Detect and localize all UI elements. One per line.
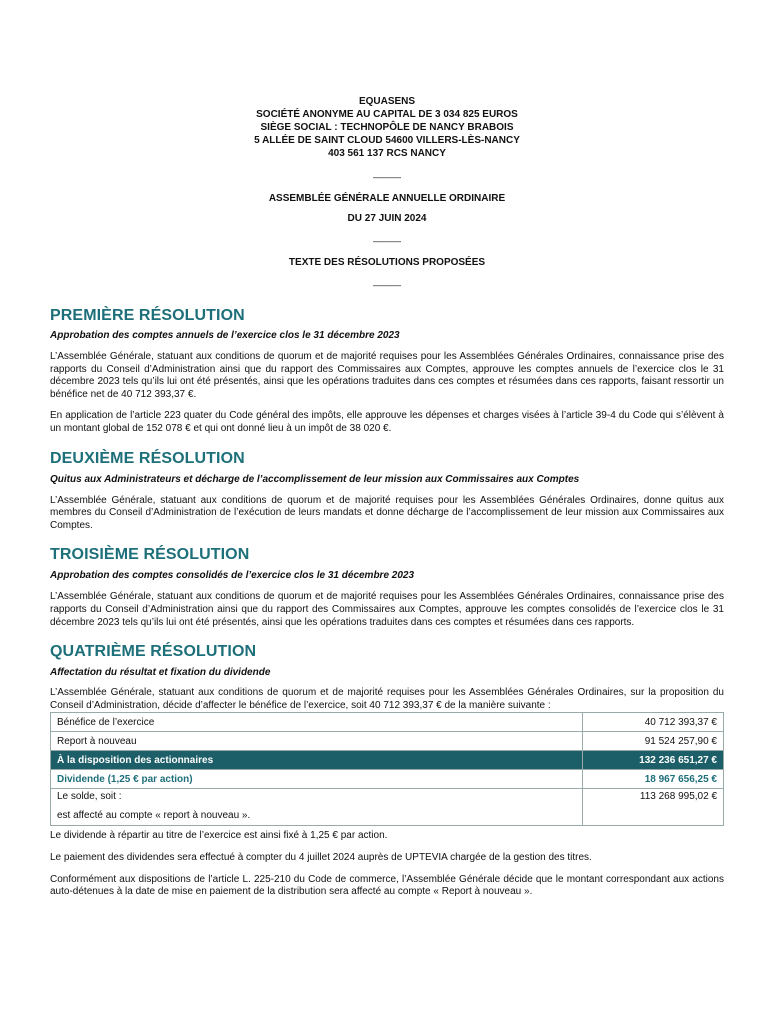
resolution-paragraph: Conformément aux dispositions de l’article L. 225-210 du Code de commerce, l’Assemblée Générale décide que le montant correspondant aux actions auto-détenues à la date de mise en paiement de la distribution sera affecté au compte « Report à nouveau ». [50, 873, 724, 898]
company-seat: SIÈGE SOCIAL : TECHNOPÔLE DE NANCY BRABOIS [260, 122, 514, 133]
resolution-paragraph: Le dividende à répartir au titre de l’exercice est ainsi fixé à 1,25 € par action. [50, 830, 388, 842]
solde-label: Le solde, soit : [57, 791, 122, 803]
table-row-dividend [51, 770, 724, 789]
resolution-paragraph: L’Assemblée Générale, statuant aux conditions de quorum et de majorité requises pour les Assemblées Générales Ordinaires, connaissance prise des rapports du Conseil d’Administration ainsi que du rapport des Commissaires aux Comptes, approuve les comptes consolidés de l’exercice clos le 31 décembre 2023 tels qu’ils lui ont été présentés, ainsi que les opérations traduites dans ces comptes et résumées dans ces rapports. [50, 591, 724, 628]
resolution-subtitle: Approbation des comptes consolidés de l’exercice clos le 31 décembre 2023 [50, 570, 415, 582]
row-label: Report à nouveau [51, 732, 583, 751]
company-rcs: 403 561 137 RCS NANCY [328, 148, 446, 159]
resolution-title: DEUXIÈME RÉSOLUTION [50, 449, 245, 467]
row-label: Dividende (1,25 € par action) [51, 770, 583, 789]
resolution-title: PREMIÈRE RÉSOLUTION [50, 307, 245, 324]
resolution-paragraph: L’Assemblée Générale, statuant aux conditions de quorum et de majorité requises pour les Assemblées Générales Ordinaires, sur la proposition du Conseil d’Administration, décide d’affecter le bénéfice de l’exercice, soit 40 712 393,37 € de la manière suivante : [50, 687, 724, 711]
document-header [50, 95, 724, 160]
resolution-title: TROISIÈME RÉSOLUTION [50, 546, 250, 564]
solde-sub: est affecté au compte « report à nouveau ». [57, 810, 251, 822]
table-row-solde [51, 789, 724, 826]
separator: _____ [373, 168, 401, 179]
row-value: 40 712 393,37 € [583, 713, 724, 732]
separator: _____ [373, 276, 401, 287]
row-value: 132 236 651,27 € [583, 751, 724, 770]
allocation-table [50, 712, 724, 826]
resolutions-heading: TEXTE DES RÉSOLUTIONS PROPOSÉES [288, 257, 486, 268]
resolution-1 [50, 307, 724, 436]
resolution-paragraph: Le paiement des dividendes sera effectué à compter du 4 juillet 2024 auprès de UPTEVIA chargée de la gestion des titres. [50, 851, 592, 863]
company-name: EQUASENS [358, 96, 416, 107]
resolution-3 [50, 546, 724, 629]
company-capital: SOCIÉTÉ ANONYME AU CAPITAL DE 3 034 825 EUROS [256, 109, 518, 120]
table-row [51, 732, 724, 751]
row-label: Bénéfice de l’exercice [51, 713, 583, 732]
assembly-date: DU 27 JUIN 2024 [347, 213, 427, 224]
table-row-highlight [51, 751, 724, 770]
document-page [50, 0, 724, 899]
row-label [51, 789, 583, 826]
resolution-4 [50, 643, 724, 899]
separator: _____ [373, 232, 401, 243]
row-value: 113 268 995,02 € [583, 789, 724, 826]
resolution-subtitle: Quitus aux Administrateurs et décharge de l’accomplissement de leur mission aux Commissaires aux Comptes [50, 473, 580, 485]
resolution-title: QUATRIÈME RÉSOLUTION [50, 643, 257, 661]
resolution-subtitle: Affectation du résultat et fixation du dividende [50, 667, 271, 679]
resolution-paragraph: L’Assemblée Générale, statuant aux conditions de quorum et de majorité requises pour les Assemblées Générales Ordinaires, donne quitus aux membres du Conseil d’Administration de l’exécution de leurs mandats et donne décharge de l’accomplissement de leur mission aux Commissaires aux Comptes. [50, 494, 724, 531]
resolution-paragraph: En application de l’article 223 quater du Code général des impôts, elle approuve les dépenses et charges visées à l’article 39-4 du Code qui s’élèvent à un montant global de 152 078 € et qui ont donné lieu à un impôt de 38 020 €. [50, 410, 724, 434]
row-value: 18 967 656,25 € [583, 770, 724, 789]
row-value: 91 524 257,90 € [583, 732, 724, 751]
resolution-2 [50, 450, 724, 533]
resolution-paragraph: L’Assemblée Générale, statuant aux conditions de quorum et de majorité requises pour les Assemblées Générales Ordinaires, connaissance prise des rapports du Conseil d’Administration ainsi que du rapport des Commissaires aux Comptes, approuve les comptes annuels de l’exercice clos le 31 décembre 2023 tels qu’ils lui ont été présentés, ainsi que les opérations traduites dans ces comptes et résumées dans ces rapports, faisant ressortir un bénéfice net de 40 712 393,37 €. [50, 351, 724, 400]
assembly-title: ASSEMBLÉE GÉNÉRALE ANNUELLE ORDINAIRE [268, 193, 506, 204]
resolution-subtitle: Approbation des comptes annuels de l’exercice clos le 31 décembre 2023 [50, 330, 400, 341]
company-address: 5 ALLÉE DE SAINT CLOUD 54600 VILLERS-LÈS-NANCY [254, 135, 520, 146]
table-row [51, 713, 724, 732]
row-label: À la disposition des actionnaires [51, 751, 583, 770]
